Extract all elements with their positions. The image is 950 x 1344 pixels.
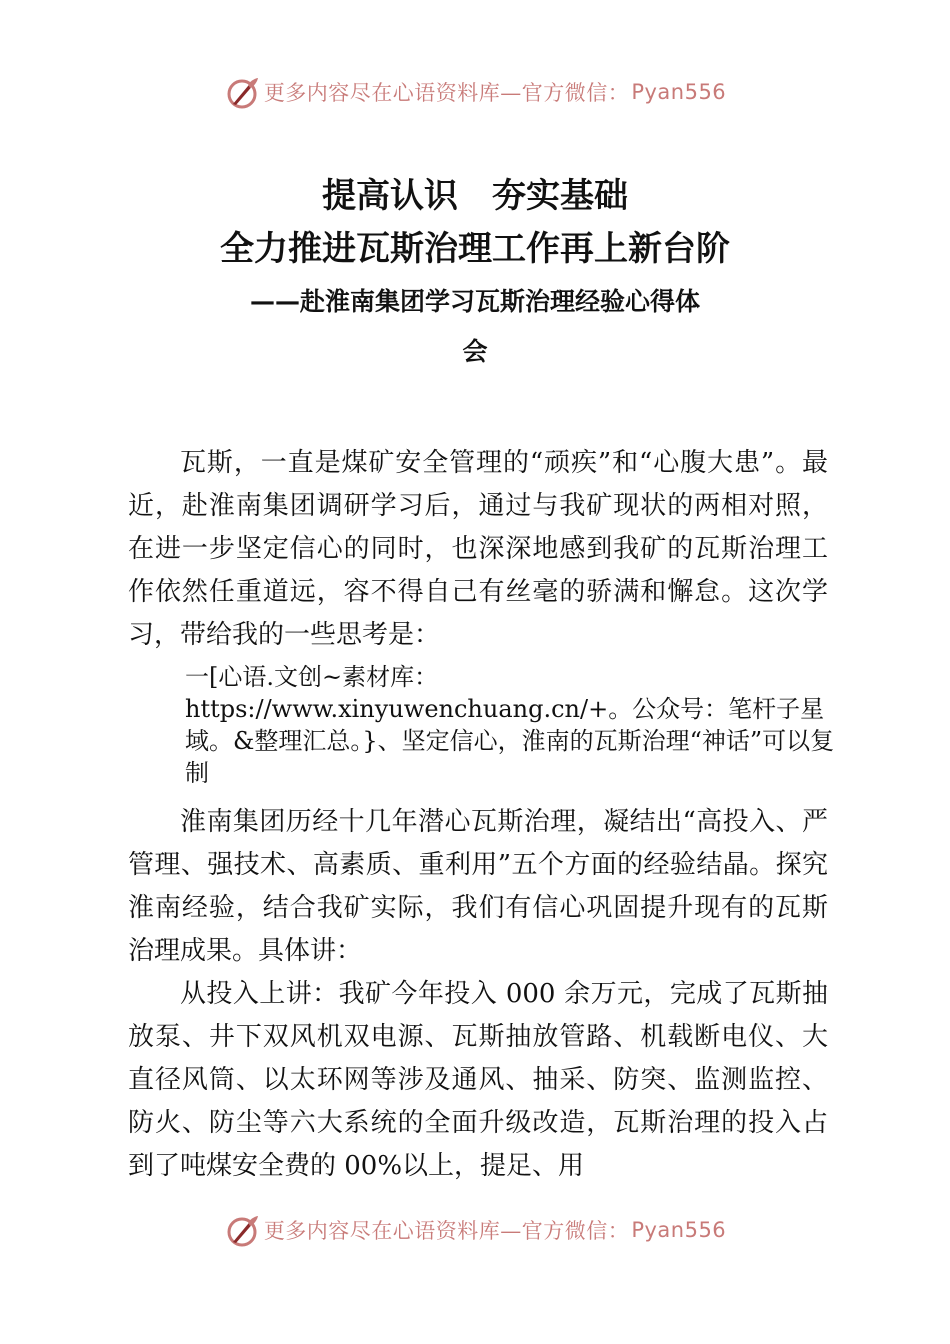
subtitle-line-1: ——赴淮南集团学习瓦斯治理经验心得体 bbox=[249, 287, 700, 316]
banner-wechat-id: Pyan556 bbox=[631, 1218, 727, 1242]
title-line-2: 全力推进瓦斯治理工作再上新台阶 bbox=[220, 229, 730, 269]
quill-pen-logo-icon bbox=[224, 1212, 260, 1248]
document-body bbox=[128, 442, 835, 1188]
banner-wechat-id: Pyan556 bbox=[631, 80, 727, 104]
banner-brand-text: 更多内容尽在心语资料库—官方微信： bbox=[263, 81, 630, 105]
paragraph-4: 从投入上讲：我矿今年投入 000 余万元，完成了瓦斯抽放泵、井下双风机双电源、瓦斯抽放管路、机载断电仪、大直径风筒、以太环网等涉及通风、抽采、防突、监测监控、防火、防尘等六大系统的全面升级改造，瓦斯治理的投入占到了吨煤安全费的 00%以上，提足、用 bbox=[128, 979, 828, 1181]
subtitle-line-2: 会 bbox=[462, 337, 488, 366]
banner-brand-text: 更多内容尽在心语资料库—官方微信： bbox=[263, 1219, 630, 1243]
title-line-1: 提高认识 夯实基础 bbox=[322, 176, 628, 216]
paragraph-1: 瓦斯，一直是煤矿安全管理的“顽疾”和“心腹大患”。最近，赴淮南集团调研学习后，通过与我矿现状的两相对照，在进一步坚定信心的同时，也深深地感到我矿的瓦斯治理工作依然任重道远，容不得自己有丝毫的骄满和懈怠。这次学习，带给我的一些思考是： bbox=[128, 448, 828, 650]
paragraph-2-heading: 一[心语.文创~素材库：https://www.xinyuwenchuang.cn/+。公众号：笔杆子星域。&整理汇总。}、坚定信心，淮南的瓦斯治理“神话”可以复制 bbox=[185, 663, 835, 787]
footer-banner bbox=[0, 1208, 950, 1252]
quill-pen-logo-icon bbox=[224, 74, 260, 110]
header-banner bbox=[0, 70, 950, 114]
paragraph-3: 淮南集团历经十几年潜心瓦斯治理，凝结出“高投入、严管理、强技术、高素质、重利用”五个方面的经验结晶。探究淮南经验，结合我矿实际，我们有信心巩固提升现有的瓦斯治理成果。具体讲： bbox=[128, 807, 828, 966]
